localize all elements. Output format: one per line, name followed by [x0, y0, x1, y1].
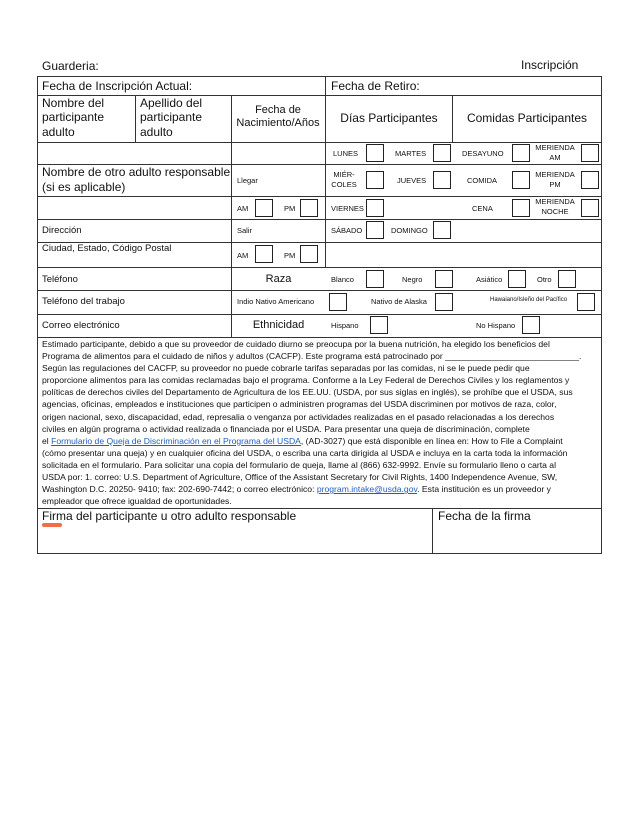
race-other-label: Otro	[537, 275, 552, 284]
day-sun-checkbox[interactable]	[433, 221, 451, 239]
leave-am-checkbox[interactable]	[255, 245, 273, 263]
meal-lunch-label: COMIDA	[467, 176, 497, 185]
day-fri-checkbox[interactable]	[366, 199, 384, 217]
ethnicity-label: Ethnicidad	[252, 319, 305, 331]
day-wed-checkbox[interactable]	[366, 171, 384, 189]
race-native-american-checkbox[interactable]	[329, 293, 347, 311]
leave-am-label: AM	[237, 251, 249, 260]
last-name-label: Apellido del participante adulto	[140, 96, 203, 139]
first-name-label: Nombre del participante adulto	[42, 96, 105, 139]
race-native-american-label: Indio Nativo Americano	[237, 297, 315, 306]
race-alaska-checkbox[interactable]	[435, 293, 453, 311]
day-thu-label: JUEVES	[397, 176, 427, 185]
enroll-date-label: Fecha de Inscripción Actual:	[42, 79, 193, 93]
leave-pm-checkbox[interactable]	[300, 245, 318, 263]
ethnicity-hispanic-checkbox[interactable]	[370, 316, 388, 334]
meal-lunch-checkbox[interactable]	[512, 171, 530, 189]
race-hawaiian-checkbox[interactable]	[577, 293, 595, 311]
arrive-pm-checkbox[interactable]	[300, 199, 318, 217]
day-sat-checkbox[interactable]	[366, 221, 384, 239]
race-hawaiian-label: Hawaiano/Isleño del Pacífico	[490, 297, 568, 303]
day-tue-checkbox[interactable]	[433, 144, 451, 162]
arrive-label: Llegar	[237, 176, 258, 185]
meal-snack-pm-checkbox[interactable]	[581, 171, 599, 189]
meal-breakfast-label: DESAYUNO	[462, 149, 504, 158]
meals-participating-label: Comidas Participantes	[466, 111, 588, 125]
usda-email-link[interactable]: program.intake@usda.gov	[316, 484, 418, 495]
race-alaska-label: Nativo de Alaska	[371, 297, 427, 306]
statement-part-2: , (AD-3027) que está disponible en línea en: How to File a Complaint (cómo presentar una queja) y en cualquier oficina del USDA, o escriba una carta dirigida al USDA e incluya en la carta toda la información solicitada en el formulario. Para solicitar una copia del formulario de queja, llame al (866) 632-9992. Envíe su formulario lleno o carta al USDA por: 1. correo: U.S. Department of Agriculture, Office of the Assistant Secretary for Civil Rights, 1400 Independence Avenue, SW, Washington D.C. 20250- 9410; fax: 202-690-7442; o correo electrónico:	[42, 435, 568, 495]
signature-marker	[42, 523, 62, 527]
day-mon-checkbox[interactable]	[366, 144, 384, 162]
ethnicity-non-hispanic-label: No Hispano	[476, 321, 516, 330]
race-asian-label: Asiático	[476, 275, 503, 284]
other-adult-label: Nombre de otro adulto responsable (si es aplicable)	[42, 165, 231, 194]
address-label: Dirección	[42, 225, 82, 236]
race-white-checkbox[interactable]	[366, 270, 384, 288]
meal-dinner-checkbox[interactable]	[512, 199, 530, 217]
complaint-form-link[interactable]: Formulario de Queja de Discriminación en el Programa del USDA	[51, 435, 301, 446]
leave-label: Salir	[237, 226, 253, 235]
city-label: Ciudad, Estado, Código Postal	[42, 243, 172, 254]
withdraw-date-label: Fecha de Retiro:	[331, 79, 420, 93]
day-sun-label: DOMINGO	[391, 226, 428, 235]
race-other-checkbox[interactable]	[558, 270, 576, 288]
arrive-pm-label: PM	[284, 204, 296, 213]
day-mon-label: LUNES	[333, 149, 359, 158]
day-fri-label: VIERNES	[331, 204, 364, 213]
ethnicity-non-hispanic-checkbox[interactable]	[522, 316, 540, 334]
race-black-checkbox[interactable]	[435, 270, 453, 288]
enrollment-label: Inscripción	[521, 58, 579, 72]
daycare-label: Guarderia:	[42, 59, 99, 73]
meal-snack-pm-label: MERIENDA PM	[535, 170, 575, 189]
arrive-am-label: AM	[237, 204, 249, 213]
dob-label: Fecha de Nacimiento/Años	[236, 104, 320, 130]
phone-label: Teléfono	[42, 274, 78, 285]
meal-snack-night-label: MERIENDA NOCHE	[535, 197, 575, 216]
race-asian-checkbox[interactable]	[508, 270, 526, 288]
race-white-label: Blanco	[331, 275, 354, 284]
nondiscrimination-statement	[42, 338, 598, 507]
leave-pm-label: PM	[284, 251, 296, 260]
race-black-label: Negro	[402, 275, 423, 284]
statement-part-3: . Esta institución es un proveedor y empleador que ofrece igualdad de oportunidades.	[42, 484, 551, 507]
day-sat-label: SÁBADO	[331, 226, 363, 235]
ethnicity-hispanic-label: Hispano	[331, 321, 359, 330]
arrive-am-checkbox[interactable]	[255, 199, 273, 217]
day-wed-label: MIÉR-COLES	[331, 170, 357, 189]
day-thu-checkbox[interactable]	[433, 171, 451, 189]
meal-snack-night-checkbox[interactable]	[581, 199, 599, 217]
meal-breakfast-checkbox[interactable]	[512, 144, 530, 162]
day-tue-label: MARTES	[395, 149, 427, 158]
days-participating-label: Días Participantes	[340, 111, 438, 125]
signature-label: Firma del participante u otro adulto responsable	[42, 509, 297, 523]
meal-snack-am-checkbox[interactable]	[581, 144, 599, 162]
meal-dinner-label: CENA	[472, 204, 493, 213]
meal-snack-am-label: MERIENDA AM	[535, 143, 575, 162]
signature-date-label: Fecha de la firma	[438, 509, 531, 523]
email-label: Correo electrónico	[42, 320, 120, 331]
statement-part-1: Estimado participante, debido a que su proveedor de cuidado diurno se preocupa por la buena nutrición, ha elegido los beneficios del Programa de alimentos para el cuidado de niños y adultos (CACFP). Este programa está patrocinado por ____________________________. Según las regulaciones del CACFP, su proveedor no puede cobrarle tarifas separadas por las comidas, ni se le puede pedir que proporcione alimentos para las comidas reclamadas bajo el programa. Conforme a la Ley Federal de Derechos Civiles y los reglamentos y políticas de derechos civiles del Departamento de Agricultura de los EE.UU. (USDA, por sus siglas en inglés), se prohíbe que el USDA, sus agencias, oficinas, empleados e instituciones que participen o administren programas del USDA discriminen por motivos de raza, color, origen nacional, sexo, discapacidad, edad, represalia o venganza por actividades realizadas en el pasado relacionadas a los derechos civiles en algún programa o actividad realizada o financiada por el USDA. Para presentar una queja de discriminación, complete el	[42, 339, 582, 446]
race-label: Raza	[265, 273, 292, 285]
work-phone-label: Teléfono del trabajo	[42, 296, 125, 307]
